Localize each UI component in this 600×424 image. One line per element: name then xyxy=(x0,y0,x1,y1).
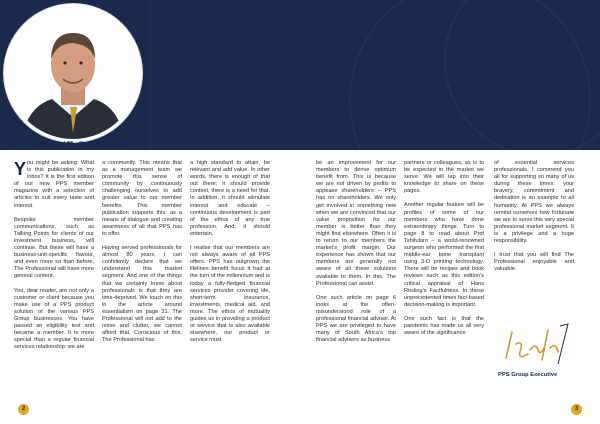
paragraph: a community. This means that as a management team we promote this sense of community by continuously challenging ourselves to add greater value to our member benefits. This member publication supports this: as a means of dialogue and creating awareness of all that PPS has to offer. xyxy=(102,160,182,237)
ceo-portrait xyxy=(4,4,142,142)
page-number-right: 3 xyxy=(571,404,582,415)
paragraph: One such fact is that the pandemic has made us all very aware of the significance xyxy=(404,315,484,337)
article-column-3 xyxy=(190,160,270,351)
paragraph: One such article on page 6 looks at the often-misunderstood role of a professional financial adviser. At PPS we are privileged to have many of South Africa’s top financial advisers as business xyxy=(316,294,396,344)
paragraph: Having served professionals for almost 80 years, I can confidently declare that we understand this market segment. And one of the things that we certainly know about professionals is that they are time-deprived. We touch on this in the article around essentialism on page 31. The Professional will not add to the noise and clutter, we cannot afford that. Conscious of this, The Professional has xyxy=(102,245,182,344)
paragraph: of essential services professionals. I commend you all for supporting so many of us during these times: your bravery, commitment and dedication is an example to all humanity. At PPS we always remind ourselves how fortunate we are to serve this very special professional market segment. It is a privilege and a huge responsibility. xyxy=(494,160,574,245)
drop-cap: Y xyxy=(14,159,27,179)
paragraph: a high standard to attain, be relevant and add value. In other words, there is enough of that out there; it should provide context, there is a need for that. In addition, it should stimulate interest and educate – continuous development is part of the ethos of any true profession. And, it should entertain. xyxy=(190,160,270,237)
paragraph xyxy=(14,160,94,210)
paragraph: I trust that you will find The Professional enjoyable and valuable. xyxy=(494,252,574,273)
signature xyxy=(498,320,578,368)
paragraph: You, dear reader, are not only a customer or client because you make use of a PPS product solution of the various PPS Group businesses. You have passed an eligibility test and became a member. It is more special than a regular financial services relationship: we are xyxy=(14,287,94,351)
paragraph: be an improvement for our members to derive optimum benefit from. This is because we are not driven by profits to appease shareholders – PPS has no shareholders. We only get involved in something new when we are convinced that our value proposition for our member is better than they might find elsewhere. Often it is to return to our members the market’s profit margin. Our experience has shown that our members are generally not aware of all these solutions available to them. In this, The Professional can assist. xyxy=(316,160,396,287)
signature-title: PPS Group Executive xyxy=(498,372,558,378)
article-column-1 xyxy=(14,160,94,358)
article-column-5 xyxy=(404,160,484,344)
paragraph: partners or colleagues, as is to be expected in the market we serve. We will tap into their knowledge to share on these pages. xyxy=(404,160,484,195)
paragraph-text: ou might be asking: What is this publication in my inbox? It is the first edition of our new PPS member magazine with a selection of articles to suit every taste and interest. xyxy=(14,160,94,209)
ceo-portrait-image xyxy=(7,7,139,139)
page-number-left: 2 xyxy=(18,404,29,415)
svg-text:Izak: Izak xyxy=(498,320,500,321)
article-column-2 xyxy=(102,160,182,351)
article-column-6 xyxy=(494,160,574,280)
paragraph: I realise that our members are not always aware of all PPS offers. PPS has outgrown the lifelines benefit focus it had at the turn of the millennium and is today a fully-fledged financial services provider covering life, short-term insurance, investments, medical aid, and more. The ethos of mutuality guides us in providing a product or service that is also available elsewhere, our product or service must xyxy=(190,245,270,344)
paragraph: Bespoke member communications, such as Talking Points for clients of our investment business, will continue. But these will have a business-unit-specific flavour, and even more so than before, The Professional will have more general content. xyxy=(14,216,94,280)
article-column-4 xyxy=(316,160,396,351)
section-title: FROM THE CEO’S DESK xyxy=(14,140,149,152)
paragraph: Another regular feature will be profiles of some of our members who have done extraordinary things. Turn to page 8 to read about Prof Tshifularo – a world-renowned surgeon who performed the first middle-ear bone transplant using 3-D printing technology. There will be recipes and book reviews such as this edition’s critical appraisal of Hans Rosling’s Factfulness. In these unprecedented times fact-based decision-making is important. xyxy=(404,202,484,308)
